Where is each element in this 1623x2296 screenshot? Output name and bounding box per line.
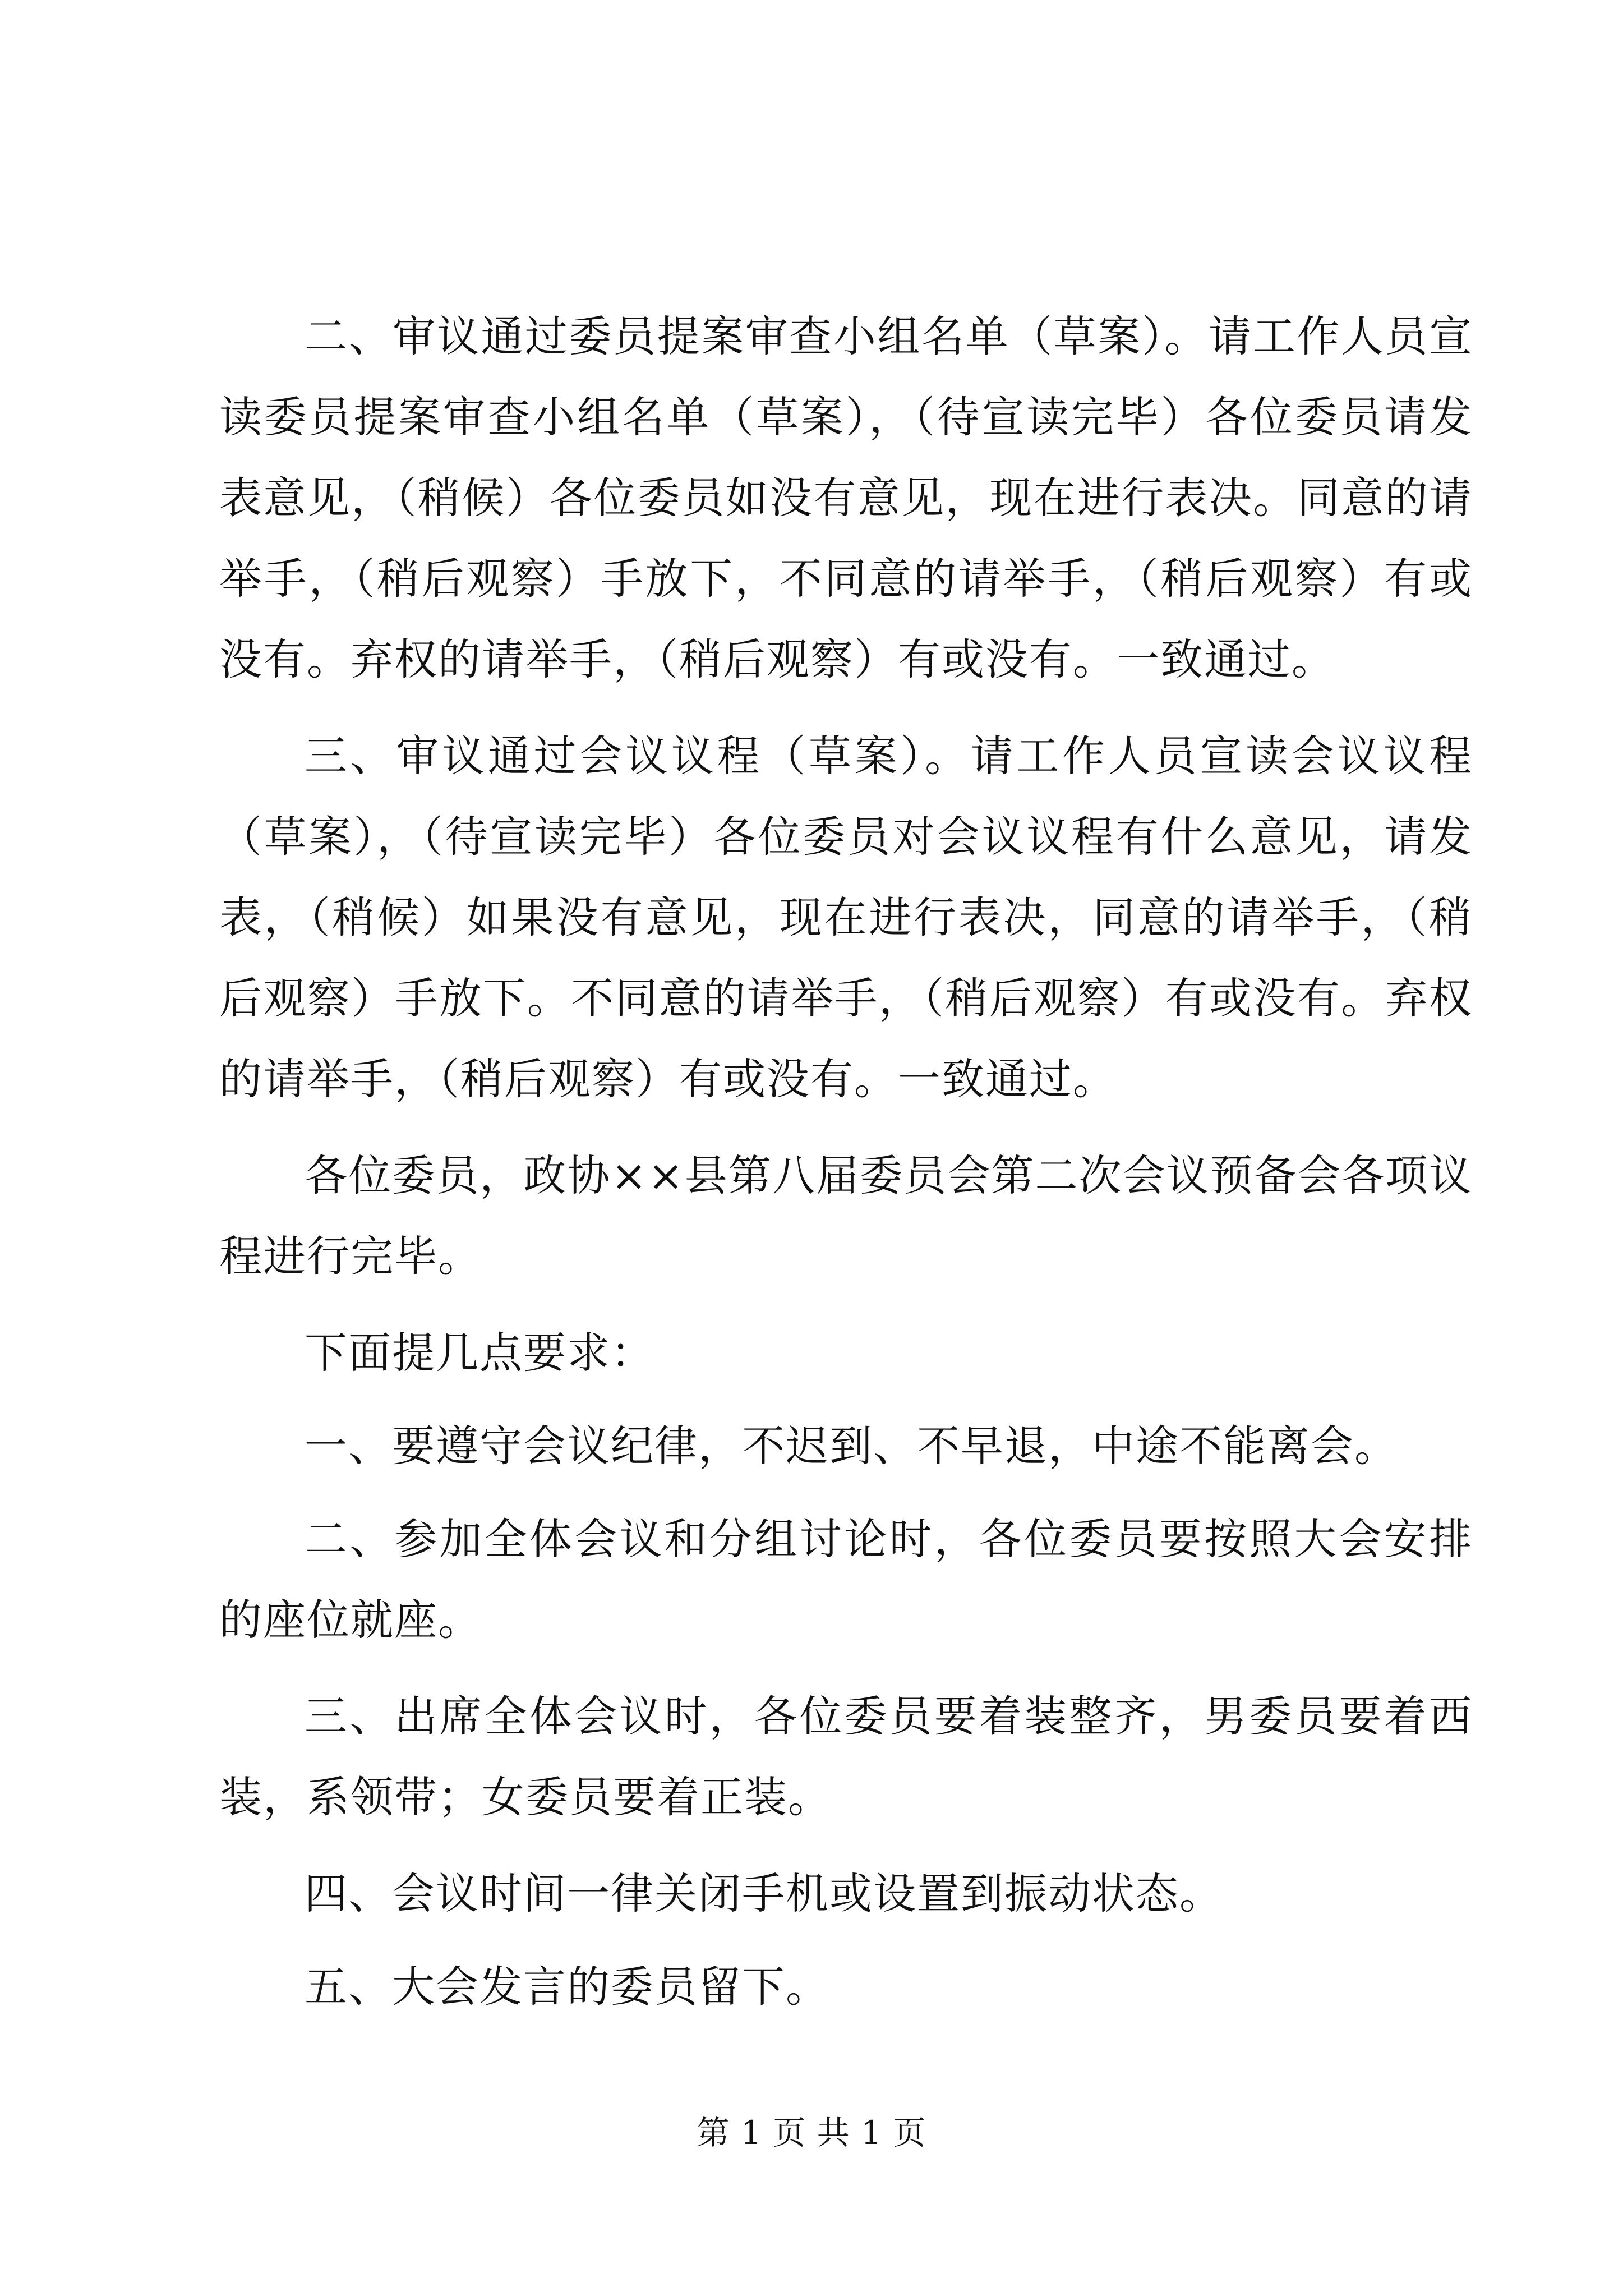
page-footer: 第 1 页 共 1 页	[697, 2114, 926, 2152]
paragraph-requirement-2: 二、参加全体会议和分组讨论时，各位委员要按照大会安排的座位就座。	[219, 1514, 1473, 1645]
paragraph-requirements-intro: 下面提几点要求：	[305, 1328, 654, 1378]
paragraph-agenda-item-3: 三、审议通过会议议程（草案）。请工作人员宣读会议议程（草案），（待宣读完毕）各位委员对会议议程有什么意见，请发表，（稍候）如果没有意见，现在进行表决，同意的请举手，（稍后观察）手放下。不同意的请举手，（稍后观察）有或没有。弃权的请举手，（稍后观察）有或没有。一致通过。	[219, 731, 1473, 1104]
paragraph-requirement-3: 三、出席全体会议时，各位委员要着装整齐，男委员要着西装，系领带；女委员要着正装。	[219, 1691, 1473, 1822]
paragraph-agenda-item-2: 二、审议通过委员提案审查小组名单（草案）。请工作人员宣读委员提案审查小组名单（草案），（待宣读完毕）各位委员请发表意见，（稍候）各位委员如没有意见，现在进行表决。同意的请举手，（稍后观察）手放下，不同意的请举手，（稍后观察）有或没有。弃权的请举手，（稍后观察）有或没有。一致通过。	[219, 311, 1473, 684]
paragraph-requirement-1: 一、要遵守会议纪律，不迟到、不早退，中途不能离会。	[305, 1421, 1398, 1471]
document-body	[219, 296, 1473, 2040]
paragraph-closing-statement: 各位委员，政协××县第八届委员会第二次会议预备会各项议程进行完毕。	[219, 1151, 1473, 1281]
paragraph-requirement-5: 五、大会发言的委员留下。	[305, 1962, 829, 2012]
paragraph-requirement-4: 四、会议时间一律关闭手机或设置到振动状态。	[305, 1869, 1223, 1918]
